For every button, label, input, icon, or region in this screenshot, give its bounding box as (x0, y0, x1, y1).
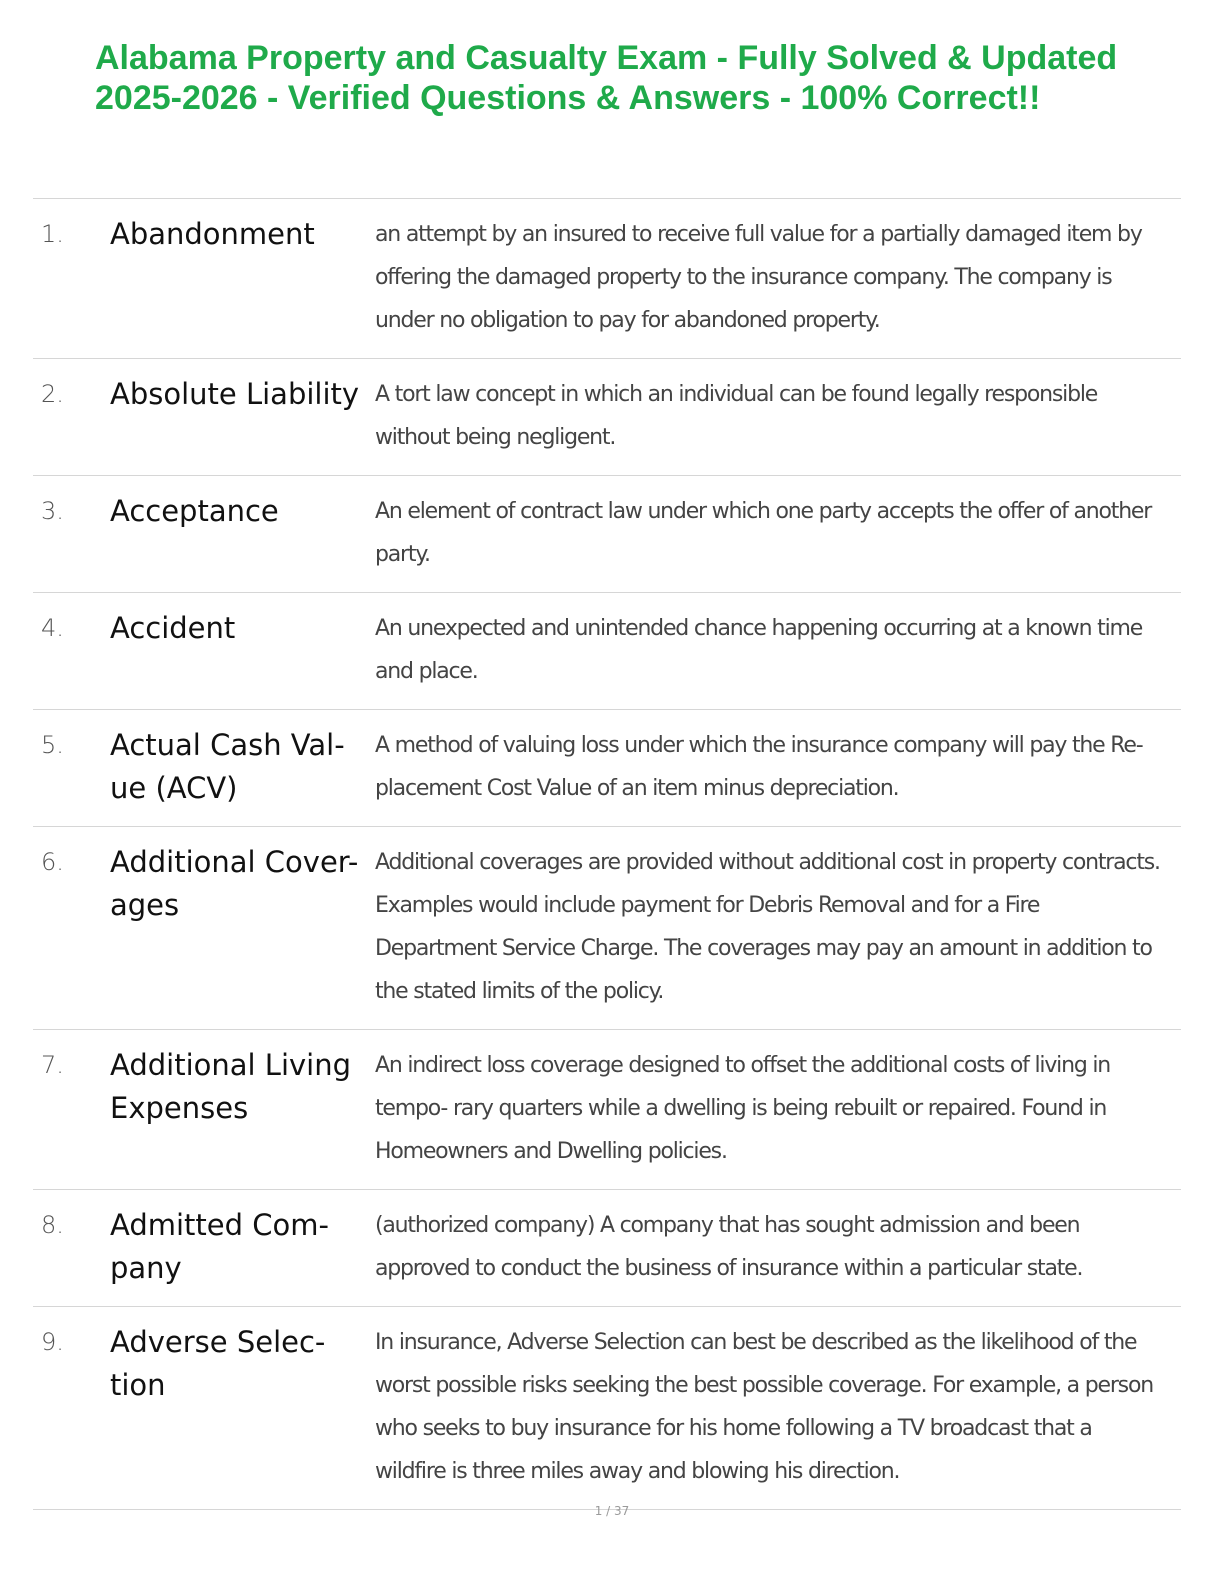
glossary-row (33, 476, 1181, 593)
glossary-row (33, 593, 1181, 710)
term-definition: An element of contract law under which one party accepts the offer of another party. (375, 499, 1152, 567)
term-number: 8. (41, 1211, 64, 1239)
term-number: 5. (41, 731, 64, 759)
term-number: 4. (41, 614, 64, 642)
glossary-row (33, 827, 1181, 1030)
glossary-row (33, 1190, 1181, 1307)
glossary-row (33, 710, 1181, 827)
term-name: Admitted Com- pany (110, 1208, 329, 1285)
term-number: 9. (41, 1328, 64, 1356)
term-definition: In insurance, Adverse Selection can best be described as the likelihood of the worst possible risks seeking the best possible coverage. For example, a person who seeks to buy insurance for his home following a TV broadcast that a wildfire is three miles away and blowing his direction. (375, 1330, 1153, 1484)
term-name: Absolute Liability (110, 377, 360, 411)
glossary-row (33, 1030, 1181, 1190)
term-name: Abandonment (110, 217, 315, 251)
term-definition: A tort law concept in which an individual can be found legally responsible without being negligent. (375, 382, 1098, 450)
term-name: Accident (110, 611, 236, 645)
term-name: Additional Living Expenses (110, 1048, 352, 1125)
term-number: 6. (41, 848, 64, 876)
term-definition: an attempt by an insured to receive full value for a partially damaged item by offering the damaged property to the insurance company. The company is under no obligation to pay for abandoned property. (375, 222, 1142, 333)
glossary-list (33, 198, 1181, 1510)
glossary-row (33, 199, 1181, 359)
page-number-indicator: 1 / 37 (594, 1504, 630, 1518)
term-definition: Additional coverages are provided without additional cost in property contracts. Examples would include payment for Debris Removal and for a Fire Department Service Charge. The coverages may pay an amount in addition to the stated limits of the policy. (375, 850, 1160, 1004)
term-name: Adverse Selec- tion (110, 1325, 326, 1402)
term-definition: An unexpected and unintended chance happening occurring at a known time and place. (375, 616, 1143, 684)
term-number: 2. (41, 380, 64, 408)
document-title-line-2: 2025-2026 - Verified Questions & Answers - 100% Correct!! (95, 79, 1041, 117)
term-number: 7. (41, 1051, 64, 1079)
document-title (95, 38, 1195, 118)
term-definition: An indirect loss coverage designed to offset the additional costs of living in tempo- rary quarters while a dwelling is being rebuilt or repaired. Found in Homeowners and Dwelling policies. (375, 1053, 1111, 1164)
glossary-row (33, 359, 1181, 476)
term-name: Additional Cover- ages (110, 845, 359, 922)
term-name: Acceptance (110, 494, 279, 528)
term-name: Actual Cash Val- ue (ACV) (110, 728, 345, 805)
document-title-line-1: Alabama Property and Casualty Exam - Fully Solved & Updated (95, 39, 1118, 77)
glossary-row (33, 1307, 1181, 1510)
term-number: 1. (41, 220, 64, 248)
term-definition: A method of valuing loss under which the insurance company will pay the Re- placement Cost Value of an item minus depreciation. (375, 733, 1143, 801)
term-definition: (authorized company) A company that has sought admission and been approved to conduct the business of insurance within a particular state. (375, 1213, 1083, 1281)
term-number: 3. (41, 497, 64, 525)
